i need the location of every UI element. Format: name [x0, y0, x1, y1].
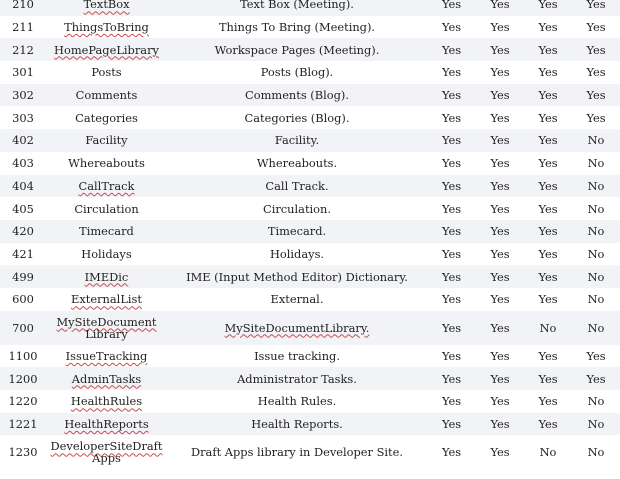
flag-cell: Yes	[441, 133, 462, 148]
table-row	[0, 288, 620, 311]
flag-cell: No	[587, 224, 605, 239]
flag-cell: No	[587, 320, 605, 335]
template-id: 1100	[8, 348, 38, 363]
flag-cell: Yes	[441, 65, 462, 80]
flag-cell: No	[587, 394, 605, 409]
flag-cell: Yes	[490, 65, 510, 80]
template-description: Comments (Blog).	[245, 88, 349, 103]
flag-cell: Yes	[441, 20, 462, 35]
flag-cell: No	[587, 156, 605, 171]
flag-cell: Yes	[441, 394, 462, 409]
flag-cell: No	[587, 417, 605, 432]
flag-cell: No	[539, 445, 557, 460]
table-row	[0, 243, 620, 266]
flag-cell: Yes	[586, 42, 606, 57]
flag-cell: Yes	[538, 201, 558, 216]
flag-cell: No	[587, 269, 605, 284]
flag-cell: Yes	[441, 42, 462, 57]
flag-cell: Yes	[586, 0, 606, 12]
template-id: 302	[12, 88, 34, 103]
template-description: Administrator Tasks.	[237, 371, 357, 386]
flag-cell: Yes	[490, 201, 510, 216]
flag-cell: Yes	[441, 178, 462, 193]
flag-cell: Yes	[490, 371, 510, 386]
template-description: IME (Input Method Editor) Dictionary.	[186, 269, 408, 284]
flag-cell: No	[587, 246, 605, 261]
template-id: 301	[12, 65, 34, 80]
flag-cell: Yes	[490, 20, 510, 35]
template-description: Circulation.	[263, 201, 331, 216]
flag-cell: Yes	[538, 110, 558, 125]
template-id: 499	[12, 269, 34, 284]
template-id: 1230	[8, 445, 38, 460]
flag-cell: Yes	[538, 65, 558, 80]
template-description: Call Track.	[265, 178, 329, 193]
template-description: Facility.	[274, 133, 320, 148]
flag-cell: Yes	[441, 269, 462, 284]
table-row	[0, 61, 620, 84]
flag-cell: Yes	[538, 269, 558, 284]
template-name: Holidays	[81, 246, 132, 261]
flag-cell: Yes	[441, 110, 462, 125]
flag-cell: Yes	[441, 320, 462, 335]
flag-cell: Yes	[490, 417, 510, 432]
template-id: 404	[12, 178, 34, 193]
flag-cell: Yes	[586, 65, 606, 80]
table-row	[0, 84, 620, 107]
template-id: 212	[12, 42, 34, 57]
template-id: 421	[12, 246, 34, 261]
flag-cell: Yes	[441, 445, 462, 460]
flag-cell: Yes	[441, 0, 462, 12]
template-id: 403	[12, 156, 34, 171]
template-id: 211	[12, 20, 34, 35]
table-row	[0, 265, 620, 288]
flag-cell: No	[587, 201, 605, 216]
flag-cell: Yes	[490, 88, 510, 103]
template-id: 1221	[8, 417, 38, 432]
flag-cell: Yes	[586, 20, 606, 35]
template-id: 1200	[8, 371, 38, 386]
flag-cell: Yes	[586, 88, 606, 103]
template-name: Timecard	[79, 224, 134, 239]
flag-cell: Yes	[441, 88, 462, 103]
template-id: 402	[12, 133, 34, 148]
table-row	[0, 390, 620, 413]
flag-cell: No	[539, 320, 557, 335]
table-row	[0, 345, 620, 368]
template-description: Holidays.	[269, 246, 325, 261]
flag-cell: Yes	[538, 224, 558, 239]
flag-cell: Yes	[538, 417, 558, 432]
template-name-line2: Apps	[92, 451, 121, 466]
template-name: IMEDic	[84, 269, 129, 284]
template-name: ThingsToBring	[64, 20, 149, 35]
template-name: Circulation	[74, 201, 139, 216]
flag-cell: Yes	[586, 110, 606, 125]
template-name: Comments	[75, 88, 138, 103]
flag-cell: Yes	[538, 20, 558, 35]
template-description: Health Rules.	[257, 394, 337, 409]
flag-cell: No	[587, 133, 605, 148]
template-name: ExternalList	[71, 292, 142, 307]
table-row	[0, 0, 620, 16]
flag-cell: Yes	[441, 417, 462, 432]
flag-cell: Yes	[490, 224, 510, 239]
template-description: Posts (Blog).	[260, 65, 334, 80]
template-description: Draft Apps library in Developer Site.	[190, 445, 403, 460]
flag-cell: Yes	[490, 269, 510, 284]
flag-cell: Yes	[490, 156, 510, 171]
template-description: Workspace Pages (Meeting).	[214, 42, 380, 57]
table-row	[0, 413, 620, 436]
table-row	[0, 175, 620, 198]
table-row	[0, 106, 620, 129]
flag-cell: Yes	[490, 445, 510, 460]
template-description: Health Reports.	[251, 417, 343, 432]
template-id: 420	[12, 224, 34, 239]
table-row	[0, 435, 620, 469]
table-row	[0, 16, 620, 39]
flag-cell: Yes	[538, 348, 558, 363]
template-name: Facility	[85, 133, 128, 148]
template-name: Whereabouts	[68, 156, 145, 171]
flag-cell: Yes	[441, 292, 462, 307]
template-name-line1: MySiteDocument	[56, 314, 157, 329]
template-id: 303	[12, 110, 34, 125]
flag-cell: Yes	[490, 42, 510, 57]
flag-cell: Yes	[441, 201, 462, 216]
flag-cell: Yes	[586, 371, 606, 386]
flag-cell: Yes	[538, 42, 558, 57]
flag-cell: Yes	[538, 88, 558, 103]
template-description: Categories (Blog).	[244, 110, 350, 125]
flag-cell: Yes	[490, 320, 510, 335]
flag-cell: Yes	[538, 292, 558, 307]
flag-cell: Yes	[538, 0, 558, 12]
flag-cell: Yes	[490, 133, 510, 148]
template-name-line1: DeveloperSiteDraft	[50, 439, 163, 454]
flag-cell: Yes	[490, 0, 510, 12]
flag-cell: Yes	[441, 156, 462, 171]
template-description: External.	[270, 292, 324, 307]
table-row	[0, 220, 620, 243]
template-description: Timecard.	[267, 224, 327, 239]
flag-cell: Yes	[490, 110, 510, 125]
template-description: MySiteDocumentLibrary.	[224, 320, 370, 335]
template-id: 405	[12, 201, 34, 216]
table-row	[0, 129, 620, 152]
flag-cell: Yes	[441, 371, 462, 386]
template-name: HealthRules	[70, 394, 143, 409]
template-name: Posts	[91, 65, 122, 80]
table-row	[0, 38, 620, 61]
table-row	[0, 367, 620, 390]
template-name: TextBox	[83, 0, 130, 12]
flag-cell: Yes	[490, 394, 510, 409]
template-description: Whereabouts.	[256, 156, 338, 171]
table-row	[0, 311, 620, 345]
template-name: HomePageLibrary	[54, 42, 159, 57]
flag-cell: Yes	[441, 224, 462, 239]
flag-cell: Yes	[490, 178, 510, 193]
template-id: 600	[12, 292, 34, 307]
template-name: IssueTracking	[65, 348, 148, 363]
template-id: 700	[12, 320, 34, 335]
flag-cell: Yes	[538, 133, 558, 148]
flag-cell: No	[587, 445, 605, 460]
flag-cell: Yes	[490, 292, 510, 307]
flag-cell: Yes	[490, 246, 510, 261]
template-name: HealthReports	[64, 417, 149, 432]
template-description: Issue tracking.	[254, 348, 340, 363]
flag-cell: No	[587, 292, 605, 307]
template-id: 1220	[8, 394, 38, 409]
flag-cell: Yes	[538, 156, 558, 171]
template-name: Categories	[75, 110, 138, 125]
table-row	[0, 197, 620, 220]
template-description: Text Box (Meeting).	[240, 0, 354, 12]
flag-cell: Yes	[538, 178, 558, 193]
flag-cell: No	[587, 178, 605, 193]
flag-cell: Yes	[538, 246, 558, 261]
flag-cell: Yes	[538, 371, 558, 386]
template-id: 210	[12, 0, 34, 12]
flag-cell: Yes	[441, 246, 462, 261]
template-name: CallTrack	[78, 178, 135, 193]
flag-cell: Yes	[441, 348, 462, 363]
template-name-line2: Library	[85, 326, 128, 341]
table-row	[0, 152, 620, 175]
flag-cell: Yes	[490, 348, 510, 363]
template-name: AdminTasks	[71, 371, 142, 386]
flag-cell: Yes	[586, 348, 606, 363]
template-description: Things To Bring (Meeting).	[218, 20, 376, 35]
flag-cell: Yes	[538, 394, 558, 409]
